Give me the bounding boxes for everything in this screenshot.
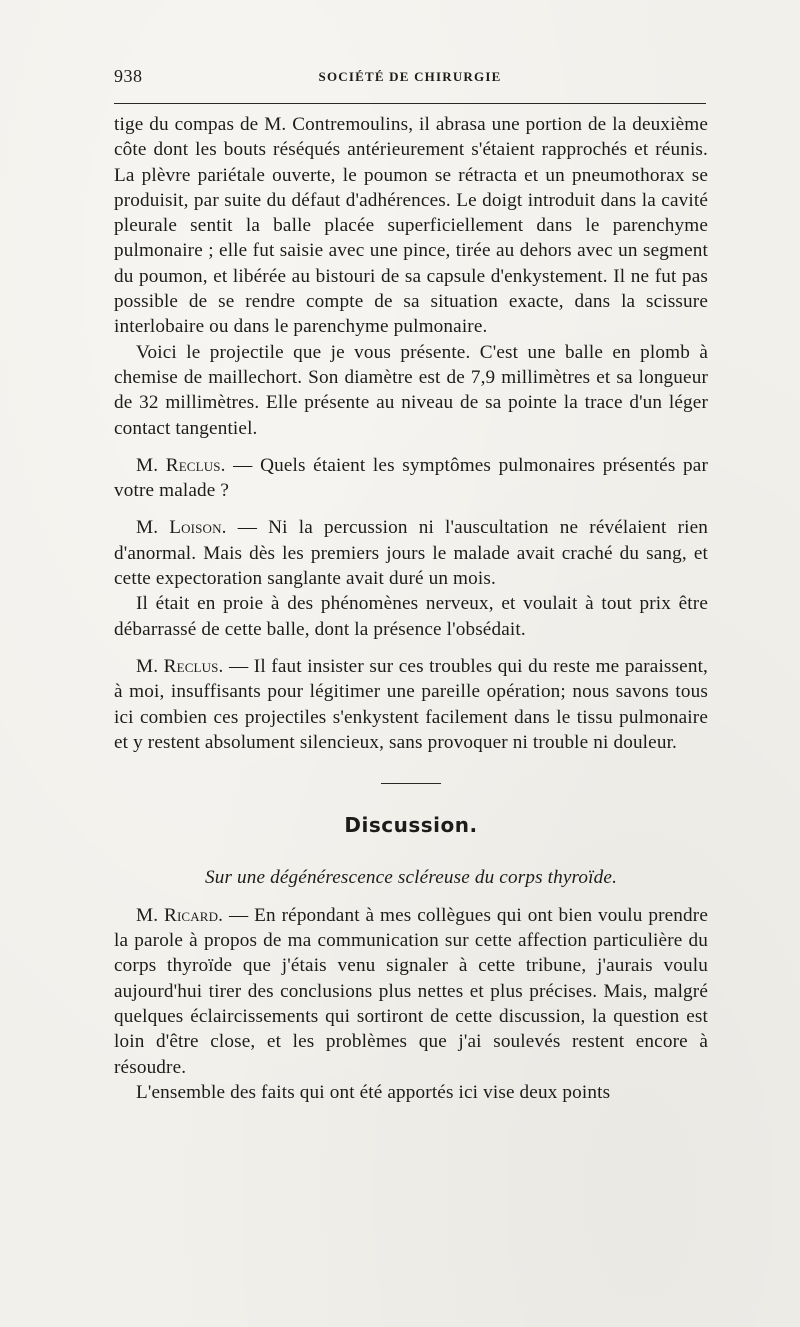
paragraph: Il était en proie à des phénomènes nerveux, et voulait à tout prix être débarrassé de cette balle, dont la présence l'obsédait. (114, 593, 708, 640)
dialogue-text: — Quels étaient les symptômes pulmonaires présentés par votre malade ? (114, 454, 708, 502)
page-number: 938 (114, 66, 143, 86)
dialogue-paragraph (114, 515, 708, 591)
dialogue-text: — Ni la percussion ni l'auscultation ne révélaient rien d'anormal. Mais dès les premiers jours le malade avait craché du sang, et cette expectoration sanglante avait duré un mois. (114, 517, 708, 590)
section-title: Discussion. (344, 813, 478, 838)
dialogue-paragraph (114, 654, 708, 755)
header-rule (114, 103, 706, 104)
dialogue-text: — En répondant à mes collègues qui ont bien voulu prendre la parole à propos de ma communication sur cette affection particulière du corps thyroïde que j'étais venu signaler à cette tribune, j'aurais voulu aujourd'hui tirer des conclusions plus nettes et plus précises. Mais, malgré quelques éclaircissements qui sortiront de cette discussion, la question est loin d'être close, et les problèmes que j'ai soulevés restent encore à résoudre. (114, 904, 708, 1078)
speaker-name: M. Ricard. (136, 904, 224, 926)
page-header (114, 62, 706, 92)
paragraph: L'ensemble des faits qui ont été apportés ici vise deux points (136, 1081, 611, 1103)
running-head: SOCIÉTÉ DE CHIRURGIE (318, 69, 502, 84)
section-divider (381, 783, 441, 784)
paragraph: Voici le projectile que je vous présente. C'est une balle en plomb à chemise de maillechort. Son diamètre est de 7,9 millimètres et sa longueur de 32 millimètres. Elle présente au niveau de sa pointe la trace d'un léger contact tangentiel. (114, 341, 708, 439)
section-subtitle: Sur une dégénérescence scléreuse du corps thyroïde. (204, 867, 618, 889)
dialogue-paragraph (114, 453, 708, 504)
speaker-name: M. Reclus. (136, 454, 226, 476)
dialogue-text: — Il faut insister sur ces troubles qui du reste me paraissent, à moi, insuffisants pour légitimer une pareille opération; nous savons tous ici combien ces projectiles s'enkystent facilement dans le tissu pulmonaire et y restent absolument silencieux, sans provoquer ni trouble ni douleur. (114, 655, 708, 753)
paragraph: tige du compas de M. Contremoulins, il abrasa une portion de la deuxième côte dont les bouts réséqués antérieurement s'étaient rapprochés et réunis. La plèvre pariétale ouverte, le poumon se rétracta et un pneumothorax se produisit, par suite du défaut d'adhérences. Le doigt introduit dans la cavité pleurale sentit la balle placée superficiellement dans le parenchyme pulmonaire ; elle fut saisie avec une pince, tirée au dehors avec un segment du poumon, et libérée au bistouri de sa capsule d'enkystement. Il ne fut pas possible de se rendre compte de sa situation exacte, dans la scissure interlobaire ou dans le parenchyme pulmonaire. (114, 114, 708, 338)
speaker-name: M. Loison. (136, 517, 227, 539)
body-text (114, 112, 708, 1105)
speaker-name: M. Reclus. (136, 655, 224, 677)
dialogue-paragraph (114, 903, 708, 1080)
